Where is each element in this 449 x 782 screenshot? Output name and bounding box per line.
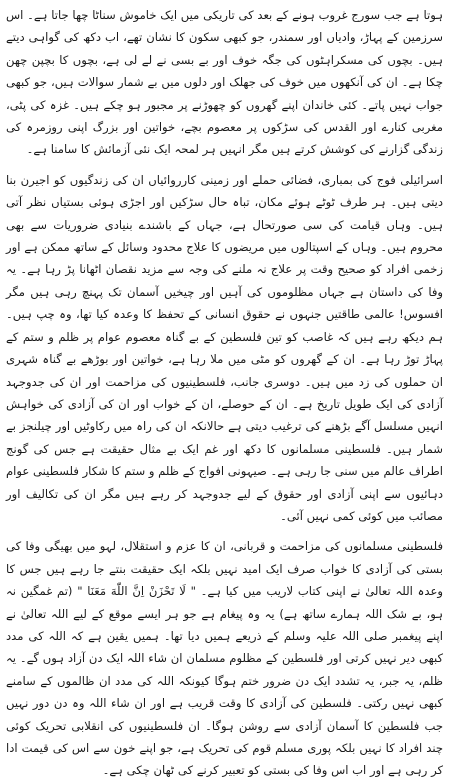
article-paragraph-3: فلسطینی مسلمانوں کی مزاحمت و قربانی، ان کا عزم و استقلال، لہو میں بھیگی وفا کی بستی کی آزادی کا خواب صرف ایک امید نہیں بلکہ ایک حقیقت بنتے جا رہے ہیں جس کا وعدہ اللہ تعالیٰ نے اپنی کتاب لاریب میں کیا ہے۔ " لَا تَحْزَنْ اِنَّ اللّٰهَ مَعَنَا " (تم غمگین نہ ہو، بے شک اللہ ہمارے ساتھ ہے) یہ وہ پیغام ہے جو ہر ایسے موقع کے لیے اللہ تعالیٰ نے اپنے پیغمبر صلی اللہ علیہ وسلم کے ذریعے ہمیں دیا تھا۔ ہمیں یقین ہے کہ اللہ کی مدد کبھی دیر نہیں کرتی اور فلسطین کے مظلوم مسلمان ان شاء اللہ ایک دن آزاد ہوں گے۔ یہ ظلم، یہ جبر، یہ تشدد ایک دن ضرور ختم ہوگا کیونکہ اللہ کی مدد ان ظالموں کے سامنے کبھی نہیں رکتی۔ فلسطین کی آزادی کا وقت قریب ہے اور ان شاء اللہ وہ دن دور نہیں جب فلسطین کا آسمان آزادی سے روشن ہوگا۔ ان فلسطینیوں کی انقلابی تحریک کوئی چند افراد کا نہیں بلکہ پوری مسلم قوم کی تحریک ہے، جو اپنے خون سے اس کی قیمت ادا کر رہی ہے اور اب اس وفا کی بستی کو تعبیر کرنے کی ٹھان چکی ہے۔ — [6, 539, 444, 778]
article-paragraph-2: اسرائیلی فوج کی بمباری، فضائی حملے اور زمینی کارروائیاں ان کی زندگیوں کو اجیرن بنا دیتی ہیں۔ ہر طرف ٹوٹے ہوئے مکان، تباہ حال سڑکیں اور اجڑی ہوئی بستیاں نظر آتی ہیں۔ وہاں قیامت کی سی صورتحال ہے، جہاں کے باشندے بنیادی ضروریات سے بھی محروم ہیں۔ وہاں کے اسپتالوں میں مریضوں کا علاج محدود وسائل کے ساتھ ممکن ہے اور زخمی افراد کو صحیح وقت پر علاج نہ ملنے کی وجہ سے مزید نقصان اٹھانا پڑ رہا ہے۔ یہ وفا کی داستان ہے جہاں مظلوموں کی آہیں اور چیخیں آسمان تک پہنچ رہی ہیں مگر افسوس! عالمی طاقتیں جنہوں نے حقوق انسانی کے تحفظ کا وعدہ کیا تھا، وہ چپ ہیں۔ ہم دیکھ رہے ہیں کہ غاصب کو تین فلسطین کے بے گناہ معصوم عوام پر ظلم و ستم کے پہاڑ توڑ رہا ہے۔ ان کے گھروں کو مٹی میں ملا رہا ہے، خواتین اور بوڑھے بے گناہ شہری ان حملوں کی زد میں ہیں۔ دوسری جانب، فلسطینیوں کی مزاحمت اور ان کی جدوجہد آزادی کی ایک طویل تاریخ ہے۔ ان کے حوصلے، ان کے خواب اور ان کی آزادی کی خواہش انہیں مسلسل آگے بڑھنے کی ترغیب دیتی ہے حالانکہ ان کی راہ میں رکاوٹیں اور چیلنجز بے شمار ہیں۔ فلسطینی مسلمانوں کا دکھ اور غم ایک بے مثال حقیقت ہے جس کی گونج اطراف عالم میں سنی جا رہی ہے۔ صیہونی افواج کے ظلم و ستم کا شکار فلسطینی عوام دہائیوں سے اپنی آزادی اور حقوق کے لیے جدوجہد کر رہے ہیں مگر ان کی تکالیف اور مصائب میں کوئی کمی نہیں آئی۔ — [6, 172, 443, 523]
article-paragraph-1: ہوتا ہے جب سورج غروب ہونے کے بعد کی تاریکی میں ایک خاموش سناٹا چھا جاتا ہے۔ اس سرزمین کے پہاڑ، وادیاں اور سمندر، جو کبھی سکون کا نشان تھے، اب دکھ کی گواہی دیتے ہیں۔ بچوں کی مسکراہٹوں کی جگہ خوف اور بے بسی نے لے لی ہے، بچوں کا بچپن چھن چکا ہے۔ ان کی آنکھوں میں خوف کی جھلک اور دلوں میں بے شمار سوالات ہیں، جو کبھی جواب نہیں پاتے۔ کئی خاندان اپنے گھروں کو چھوڑنے پر مجبور ہو چکے ہیں۔ غزہ کی پٹی، مغربی کنارے اور القدس کی سڑکوں پر معصوم بچے، خواتین اور بزرگ اپنی روزمرہ کی زندگی گزارنے کی کوشش کرتے ہیں مگر انہیں ہر لمحہ ایک نئی آزمائش کا سامنا ہے۔ — [6, 8, 443, 157]
